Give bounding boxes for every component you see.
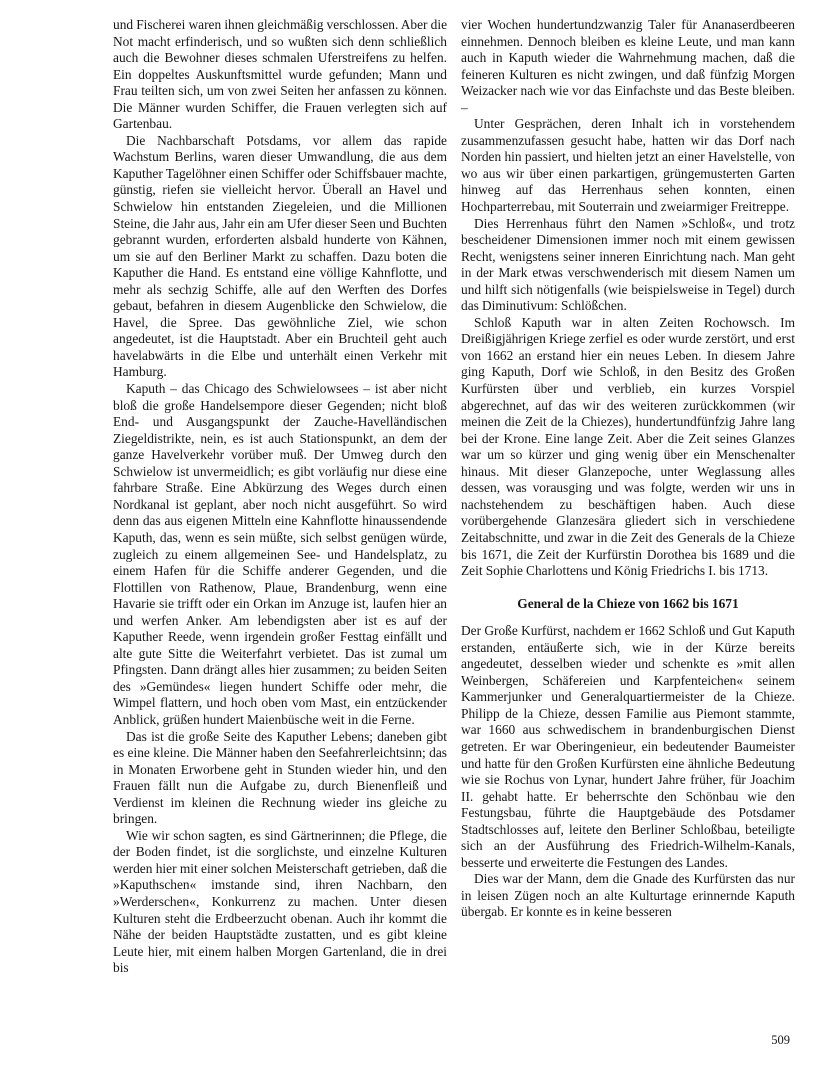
paragraph: Kaputh – das Chicago des Schwielowsees – ist aber nicht bloß die große Handelsempore dieser Gegenden; nicht bloß End- und Ausgangspunkt der Zauche-Havelländischen Ziegeldistrikte, nein, es ist auch Stationspunkt, an dem der ganze Havelverkehr vorüber muß. Der Umweg durch den Schwielow ist unvermeidlich; es gibt vorläufig nur diese eine fahrbare Straße. Eine Abkürzung des Weges durch einen Nordkanal ist geplant, aber noch nicht ausgeführt. So wird denn das aus eigenen Mitteln eine Kahnflotte hinaussendende Kaputh, das, wenn es sein müßte, sich selbst genügen würde, zugleich zu einem allgemeinen See- und Handelsplatz, zu einem Hafen für die Schiffe anderer Gegenden, und die Flottillen von Rathenow, Plaue, Brandenburg, wenn eine Havarie sie trifft oder ein Orkan im Anzuge ist, laufen hier an und werfen Anker. Am lebendigsten aber ist es auf der Kaputher Reede, wenn irgendein großer Festtag einfällt und alte gute Sitte die Weiterfahrt verbietet. Das ist zumal um Pfingsten. Dann drängt alles hier zusammen; zu beiden Seiten des »Gemündes« liegen hundert Schiffe oder mehr, die Wimpel flattern, und hoch oben vom Mast, ein entzückender Anblick, grüßen hundert Maienbüsche weit in die Ferne. <box>113 381 447 727</box>
paragraph: vier Wochen hundertundzwanzig Taler für Ananaserdbeeren einnehmen. Dennoch bleiben es kleine Leute, und man kann auch in Kaputh wieder die Wahrnehmung machen, daß die feineren Kulturen es nicht zwingen, und daß fünfzig Morgen Weizacker nach wie vor das Einfachste und das Beste bleiben. – <box>461 17 795 115</box>
paragraph: Das ist die große Seite des Kaputher Lebens; daneben gibt es eine kleine. Die Männer haben den Seefahrerleichtsinn; das in Monaten Erworbene geht in Stunden wieder hin, und den Frauen fällt nun die Aufgabe zu, durch Bienenfleiß und Verdienst im kleinen die Rechnung wieder ins gleiche zu bringen. <box>113 728 447 827</box>
left-column <box>113 17 447 977</box>
paragraph: Wie wir schon sagten, es sind Gärtnerinnen; die Pflege, die der Boden findet, ist die sorglichste, und einzelne Kulturen werden hier mit einer solchen Meisterschaft getrieben, daß die »Kaputhschen« imstande sind, ihren Nachbarn, den »Werderschen«, Konkurrenz zu machen. Unter diesen Kulturen steht die Erdbeerzucht obenan. Auch ihr kommt die Nähe der beiden Hauptstädte zustatten, und es gibt kleine Leute hier, mit einem halben Morgen Gartenland, die in drei bis <box>113 827 447 976</box>
paragraph: Der Große Kurfürst, nachdem er 1662 Schloß und Gut Kaputh erstanden, entäußerte sich, wie in der Kürze bereits angedeutet, desselben wieder und schenkte es »mit allen Weinbergen, Schäfereien und Karpfenteichen« seinem Kammerjunker und Generalquartiermeister de la Chieze. Philipp de la Chieze, dessen Familie aus Piemont stammte, war 1660 aus schwedischem in brandenburgischen Dienst getreten. Er war Oberingenieur, ein bedeutender Baumeister und hatte für den Großen Kurfürsten eine ähnliche Bedeutung wie sie Rochus von Lynar, hundert Jahre früher, für Joachim II. gehabt hatte. Er beherrschte den Schönbau wie den Festungsbau, führte die Hauptgebäude des Potsdamer Stadtschlosses auf, leitete den Berliner Schloßbau, beteiligte sich an der Ausführung des Friedrich-Wilhelm-Kanals, besserte und erweiterte die Festungen des Landes. <box>461 623 795 870</box>
page-number: 509 <box>771 1033 790 1047</box>
right-column <box>461 17 795 977</box>
paragraph: Unter Gesprächen, deren Inhalt ich in vorstehendem zusammenzufassen gesucht habe, hatten wir das Dorf nach Norden hin passiert, und hielten jetzt an einer Havelstelle, von wo aus wir über einen parkartigen, grüngemusterten Garten hinweg auf das Herrenhaus sehen konnten, einen Hochparterrebau, mit Souterrain und zweiarmiger Freitreppe. <box>461 116 795 215</box>
paragraph: und Fischerei waren ihnen gleichmäßig verschlossen. Aber die Not macht erfinderisch, und so wußten sich denn schließlich auch die Bewohner dieses schmalen Uferstreifens zu helfen. Ein doppeltes Auskunftsmittel wurde gefunden; Mann und Frau teilten sich, um von zwei Seiten her anfassen zu können. Die Männer wurden Schiffer, die Frauen verlegten sich auf Gartenbau. <box>113 17 448 132</box>
text-columns <box>113 17 795 977</box>
paragraph: Schloß Kaputh war in alten Zeiten Rochowsch. Im Dreißigjährigen Kriege zerfiel es oder wurde zerstört, und erst von 1662 an erstand hier ein neues Leben. In diesem Jahre ging Kaputh, Dorf wie Schloß, in den Besitz des Großen Kurfürsten über und verblieb, ein kurzes Vorspiel abgerechnet, auf das wir des weiteren zurückkommen (wir meinen die Zeit de la Chiezes), hundertundfünfzig Jahre lang bei der Krone. Eine lange Zeit. Aber die Zeit seines Glanzes war um so kürzer und ging wenig über ein Menschenalter hinaus. Mit dieser Glanzepoche, unter Weglassung alles dessen, was vorausging und was folgte, werden wir uns in nachstehendem zu beschäftigen haben. Auch diese vorübergehende Glanzesära gliedert sich in verschiedene Zeitabschnitte, und zwar in die Zeit des Generals de la Chieze bis 1671, die Zeit der Kurfürstin Dorothea bis 1689 und die Zeit Sophie Charlottens und König Friedrichs I. bis 1713. <box>461 314 795 579</box>
paragraph: Dies war der Mann, dem die Gnade des Kurfürsten das nur in leisen Zügen noch an alte Kulturtage erinnernde Kaputh übergab. Er konnte es in keine besseren <box>461 871 795 920</box>
paragraph: Die Nachbarschaft Potsdams, vor allem das rapide Wachstum Berlins, waren dieser Umwandlung, die aus dem Kaputher Tagelöhner einen Schiffer oder Schiffsbauer machte, günstig, riefen sie vielleicht hervor. Überall an Havel und Schwielow hin entstanden Ziegeleien, und die Millionen Steine, die Jahr aus, Jahr ein am Ufer dieser Seen und Buchten gebrannt wurden, erforderten alsbald hunderte von Kähnen, um sie auf den Berliner Markt zu schaffen. Dazu boten die Kaputher die Hand. Es entstand eine völlige Kahnflotte, und mehr als sechzig Schiffe, alle auf den Werften des Dorfes gebaut, befahren in diesem Augenblicke den Schwielow, die Havel, die Spree. Das gewöhnliche Ziel, wie schon angedeutet, ist die Hauptstadt. Aber ein Bruchteil geht auch havelabwärts in die Elbe und unterhält einen Verkehr mit Hamburg. <box>113 132 447 380</box>
section-heading: General de la Chieze von 1662 bis 1671 <box>517 595 739 611</box>
paragraph: Dies Herrenhaus führt den Namen »Schloß«, und trotz bescheidener Dimensionen immer noch mit einem gewissen Recht, wenigstens seiner inneren Einrichtung nach. Man geht in der Mark etwas verschwenderisch mit diesem Namen um und hilft sich nötigenfalls (wie beispielsweise in Tegel) durch das Diminutivum: Schlößchen. <box>461 215 795 314</box>
